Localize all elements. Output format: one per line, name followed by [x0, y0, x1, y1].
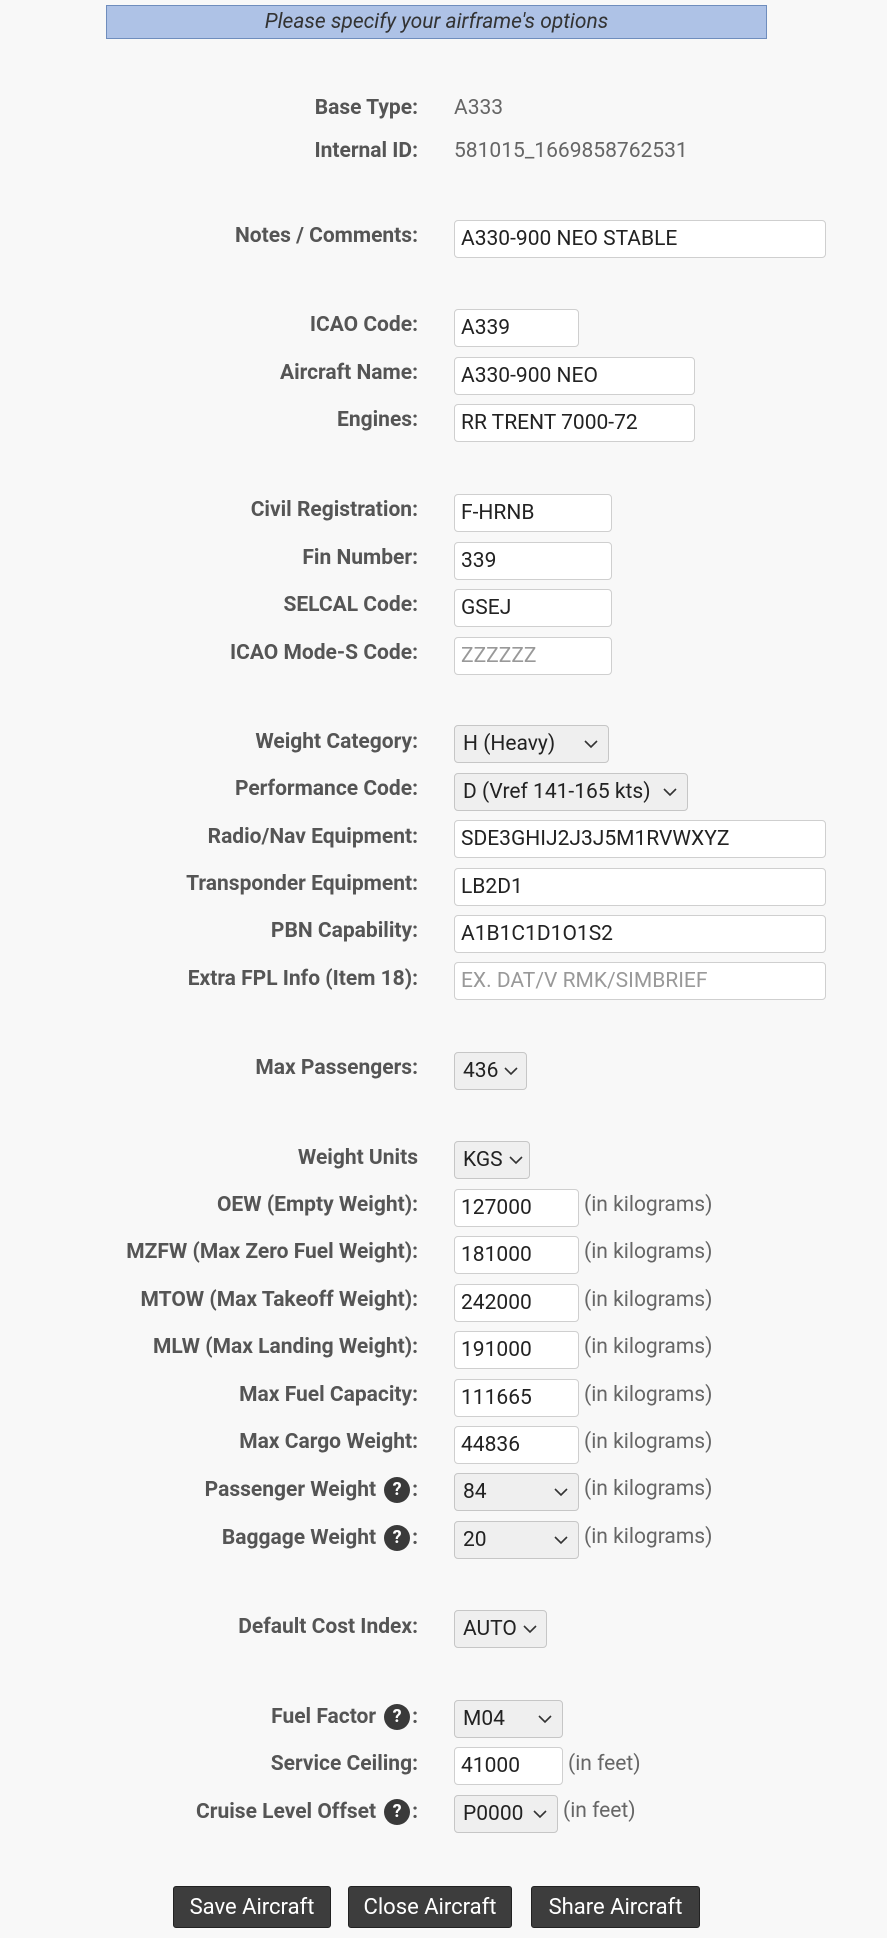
selcal-label: SELCAL Code: — [283, 593, 418, 617]
cost-index-select[interactable] — [454, 1610, 547, 1648]
cruise-offset-select[interactable] — [454, 1795, 558, 1833]
mode-s-label: ICAO Mode-S Code: — [229, 641, 418, 665]
weight-category-label: Weight Category: — [255, 730, 418, 754]
chevron-down-icon — [552, 1483, 570, 1501]
passenger-weight-unit: (in kilograms) — [584, 1477, 713, 1501]
help-icon[interactable]: ? — [384, 1525, 410, 1551]
fuel-factor-value: M04 — [463, 1707, 505, 1731]
max-fuel-unit: (in kilograms) — [584, 1383, 713, 1407]
help-icon[interactable]: ? — [384, 1799, 410, 1825]
weight-units-value: KGS — [463, 1148, 503, 1172]
performance-code-select[interactable] — [454, 773, 688, 811]
aircraft-name-input[interactable]: A330-900 NEO — [454, 357, 695, 395]
label-colon: : — [412, 1478, 418, 1502]
oew-label: OEW (Empty Weight): — [216, 1193, 418, 1217]
radio-nav-label: Radio/Nav Equipment: — [207, 825, 418, 849]
icao-code-label: ICAO Code: — [309, 313, 418, 337]
engines-input[interactable]: RR TRENT 7000-72 — [454, 404, 695, 442]
oew-input[interactable]: 127000 — [454, 1189, 579, 1227]
baggage-weight-value: 20 — [463, 1528, 487, 1552]
max-passengers-value: 436 — [463, 1059, 499, 1083]
chevron-down-icon — [531, 1805, 549, 1823]
cruise-offset-value: P0000 — [463, 1802, 524, 1826]
baggage-weight-unit: (in kilograms) — [584, 1525, 713, 1549]
transponder-input[interactable]: LB2D1 — [454, 868, 826, 906]
extra-fpl-input[interactable]: EX. DAT/V RMK/SIMBRIEF — [454, 962, 826, 1000]
registration-label: Civil Registration: — [250, 498, 418, 522]
pbn-label: PBN Capability: — [270, 919, 418, 943]
weight-category-select[interactable] — [454, 725, 609, 763]
close-aircraft-button[interactable]: Close Aircraft — [348, 1886, 512, 1928]
base-type-value: A333 — [454, 96, 504, 120]
mtow-unit: (in kilograms) — [584, 1288, 713, 1312]
fuel-factor-select[interactable] — [454, 1700, 563, 1738]
base-type-label: Base Type: — [314, 96, 418, 120]
weight-category-value: H (Heavy) — [463, 732, 556, 756]
fin-number-label: Fin Number: — [302, 546, 418, 570]
oew-unit: (in kilograms) — [584, 1193, 713, 1217]
fin-number-input[interactable]: 339 — [454, 542, 612, 580]
chevron-down-icon — [582, 735, 600, 753]
mlw-unit: (in kilograms) — [584, 1335, 713, 1359]
max-passengers-label: Max Passengers: — [255, 1056, 418, 1080]
registration-input[interactable]: F-HRNB — [454, 494, 612, 532]
internal-id-value: 581015_1669858762531 — [454, 139, 688, 163]
cost-index-value: AUTO — [463, 1617, 517, 1641]
help-icon[interactable]: ? — [384, 1704, 410, 1730]
label-colon: : — [412, 1800, 418, 1824]
baggage-weight-label: Baggage Weight — [221, 1526, 377, 1550]
cruise-offset-label-group — [196, 1799, 418, 1825]
chevron-down-icon — [521, 1620, 539, 1638]
chevron-down-icon — [507, 1151, 525, 1169]
weight-units-select[interactable] — [454, 1141, 530, 1179]
fuel-factor-label: Fuel Factor — [271, 1705, 377, 1729]
passenger-weight-select[interactable] — [454, 1473, 579, 1511]
help-icon[interactable]: ? — [384, 1477, 410, 1503]
engines-label: Engines: — [337, 408, 418, 432]
transponder-label: Transponder Equipment: — [186, 872, 418, 896]
passenger-weight-value: 84 — [463, 1480, 487, 1504]
label-colon: : — [412, 1705, 418, 1729]
chevron-down-icon — [552, 1531, 570, 1549]
chevron-down-icon — [502, 1062, 520, 1080]
max-fuel-input[interactable]: 111665 — [454, 1379, 579, 1417]
internal-id-label: Internal ID: — [314, 139, 418, 163]
mzfw-unit: (in kilograms) — [584, 1240, 713, 1264]
baggage-weight-select[interactable] — [454, 1521, 579, 1559]
performance-code-value: D (Vref 141-165 kts) — [463, 780, 651, 804]
service-ceiling-label: Service Ceiling: — [270, 1752, 418, 1776]
mtow-input[interactable]: 242000 — [454, 1284, 579, 1322]
share-aircraft-button[interactable]: Share Aircraft — [531, 1886, 700, 1928]
cruise-offset-label: Cruise Level Offset — [196, 1800, 377, 1824]
max-passengers-select[interactable] — [454, 1052, 527, 1090]
chevron-down-icon — [661, 783, 679, 801]
max-cargo-input[interactable]: 44836 — [454, 1426, 579, 1464]
passenger-weight-label: Passenger Weight — [204, 1478, 377, 1502]
performance-code-label: Performance Code: — [234, 777, 418, 801]
mlw-label: MLW (Max Landing Weight): — [153, 1335, 418, 1359]
fuel-factor-label-group — [271, 1704, 418, 1730]
max-cargo-unit: (in kilograms) — [584, 1430, 713, 1454]
passenger-weight-label-group — [205, 1477, 418, 1503]
extra-fpl-label: Extra FPL Info (Item 18): — [187, 967, 418, 991]
mlw-input[interactable]: 191000 — [454, 1331, 579, 1369]
mzfw-input[interactable]: 181000 — [454, 1236, 579, 1274]
chevron-down-icon — [536, 1710, 554, 1728]
notes-label: Notes / Comments: — [234, 224, 418, 248]
radio-nav-input[interactable]: SDE3GHIJ2J3J5M1RVWXYZ — [454, 820, 826, 858]
icao-code-input[interactable]: A339 — [454, 309, 579, 347]
mtow-label: MTOW (Max Takeoff Weight): — [140, 1288, 418, 1312]
save-aircraft-button[interactable]: Save Aircraft — [173, 1886, 331, 1928]
service-ceiling-input[interactable]: 41000 — [454, 1747, 563, 1785]
cruise-offset-unit: (in feet) — [563, 1799, 636, 1823]
weight-units-label: Weight Units — [297, 1146, 418, 1170]
baggage-weight-label-group — [222, 1525, 418, 1551]
mode-s-input[interactable]: ZZZZZZ — [454, 637, 612, 675]
max-fuel-label: Max Fuel Capacity: — [239, 1383, 418, 1407]
cost-index-label: Default Cost Index: — [238, 1615, 418, 1639]
options-banner: Please specify your airframe's options — [106, 5, 767, 39]
notes-input[interactable]: A330-900 NEO STABLE — [454, 220, 826, 258]
selcal-input[interactable]: GSEJ — [454, 589, 612, 627]
mzfw-label: MZFW (Max Zero Fuel Weight): — [126, 1240, 418, 1264]
aircraft-name-label: Aircraft Name: — [279, 361, 418, 385]
max-cargo-label: Max Cargo Weight: — [239, 1430, 418, 1454]
label-colon: : — [412, 1526, 418, 1550]
pbn-input[interactable]: A1B1C1D1O1S2 — [454, 915, 826, 953]
service-ceiling-unit: (in feet) — [568, 1752, 641, 1776]
